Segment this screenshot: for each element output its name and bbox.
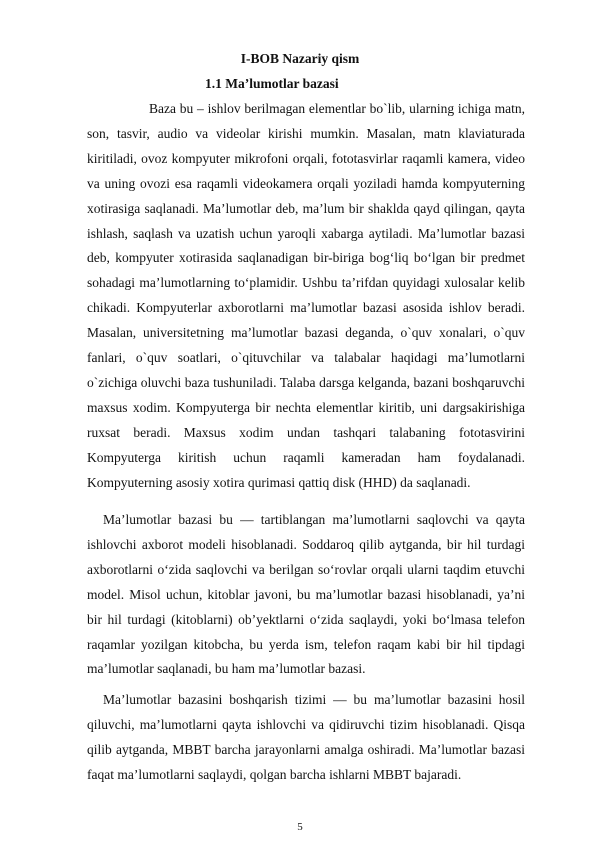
paragraph-dbms: Ma’lumotlar bazasini boshqarish tizimi — bu ma’lumotlar bazasini hosil qiluvchi, ma’lumotlarni qayta ishlovchi va qidiruvchi tizim hisoblanadi. Qisqa qilib aytganda, MBBT barcha jarayonlarni amalga oshiradi. Ma’lumotlar bazasi faqat ma’lumotlarni saqlaydi, qolgan barcha ishlarni MBBT bajaradi. <box>87 692 525 782</box>
section-title: 1.1 Ma’lumotlar bazasi <box>205 76 339 91</box>
chapter-title: I-BOB Nazariy qism <box>240 51 360 66</box>
paragraph-database-definition: Baza bu – ishlov berilmagan elementlar bo`lib, ularning ichiga matn, son, tasvir, audio va videolar kirishi mumkin. Masalan, matn klaviaturada kiritiladi, ovoz kompyuter mikrofoni orqali, fototasvirlar raqamli kamera, video va uning ovozi esa raqamli videokamera orqali yoziladi hamda kompyuterning xotirasiga saqlanadi. Ma’lumotlar deb, ma’lum bir shaklda qayd qilingan, qayta ishlash, saqlash va uzatish uchun yaroqli xabarga aytiladi. Ma’lumotlar bazasi deb, kompyuter xotirasida saqlanadigan bir-biriga bog‘liq bo‘lgan bir predmet sohadagi ma’lumotlarning to‘plamidir. Ushbu ta’rifdan quyidagi xulosalar kelib chikadi. Kompyuterlar axborotlarni ma’lumotlar bazasi asosida ishlov beradi. Masalan, universitetning ma’lumotlar bazasi deganda, o`quv xonalari, o`quv fanlari, o`quv soatlari, o`qituvchilar va talabalar haqidagi ma’lumotlarni o`zichiga oluvchi baza tushuniladi. Talaba darsga kelganda, bazani boshqaruvchi maxsus xodim. Kompyuterga bir nechta elementlar kiritib, uni dargsakirishiga ruxsat beradi. Maxsus xodim undan tashqari talabaning fototasvirini Kompyuterga kiritish uchun raqamli kameradan ham foydalanadi. Kompyuterning asosiy xotira qurimasi qattiq disk (HHD) da saqlanadi. <box>87 101 525 490</box>
page-number: 5 <box>297 821 303 833</box>
paragraph-database-model: Ma’lumotlar bazasi bu — tartiblangan ma’lumotlarni saqlovchi va qayta ishlovchi axborot modeli hisoblanadi. Soddaroq qilib aytganda, bir hil turdagi axborotlarni o‘zida saqlovchi va berilgan so‘rovlar orqali ularni taqdim etuvchi model. Misol uchun, kitoblar javoni, bu ma’lumotlar bazasi hisoblanadi, ya’ni bir hil turdagi (kitoblarni) ob’yektlarni o‘zida saqlaydi, yoki bo‘lmasa telefon raqamlar yozilgan kitobcha, bu yerda ism, telefon raqam kabi bir hil tipdagi ma’lumotlar saqlanadi, bu ham ma’lumotlar bazasi. <box>87 512 525 677</box>
